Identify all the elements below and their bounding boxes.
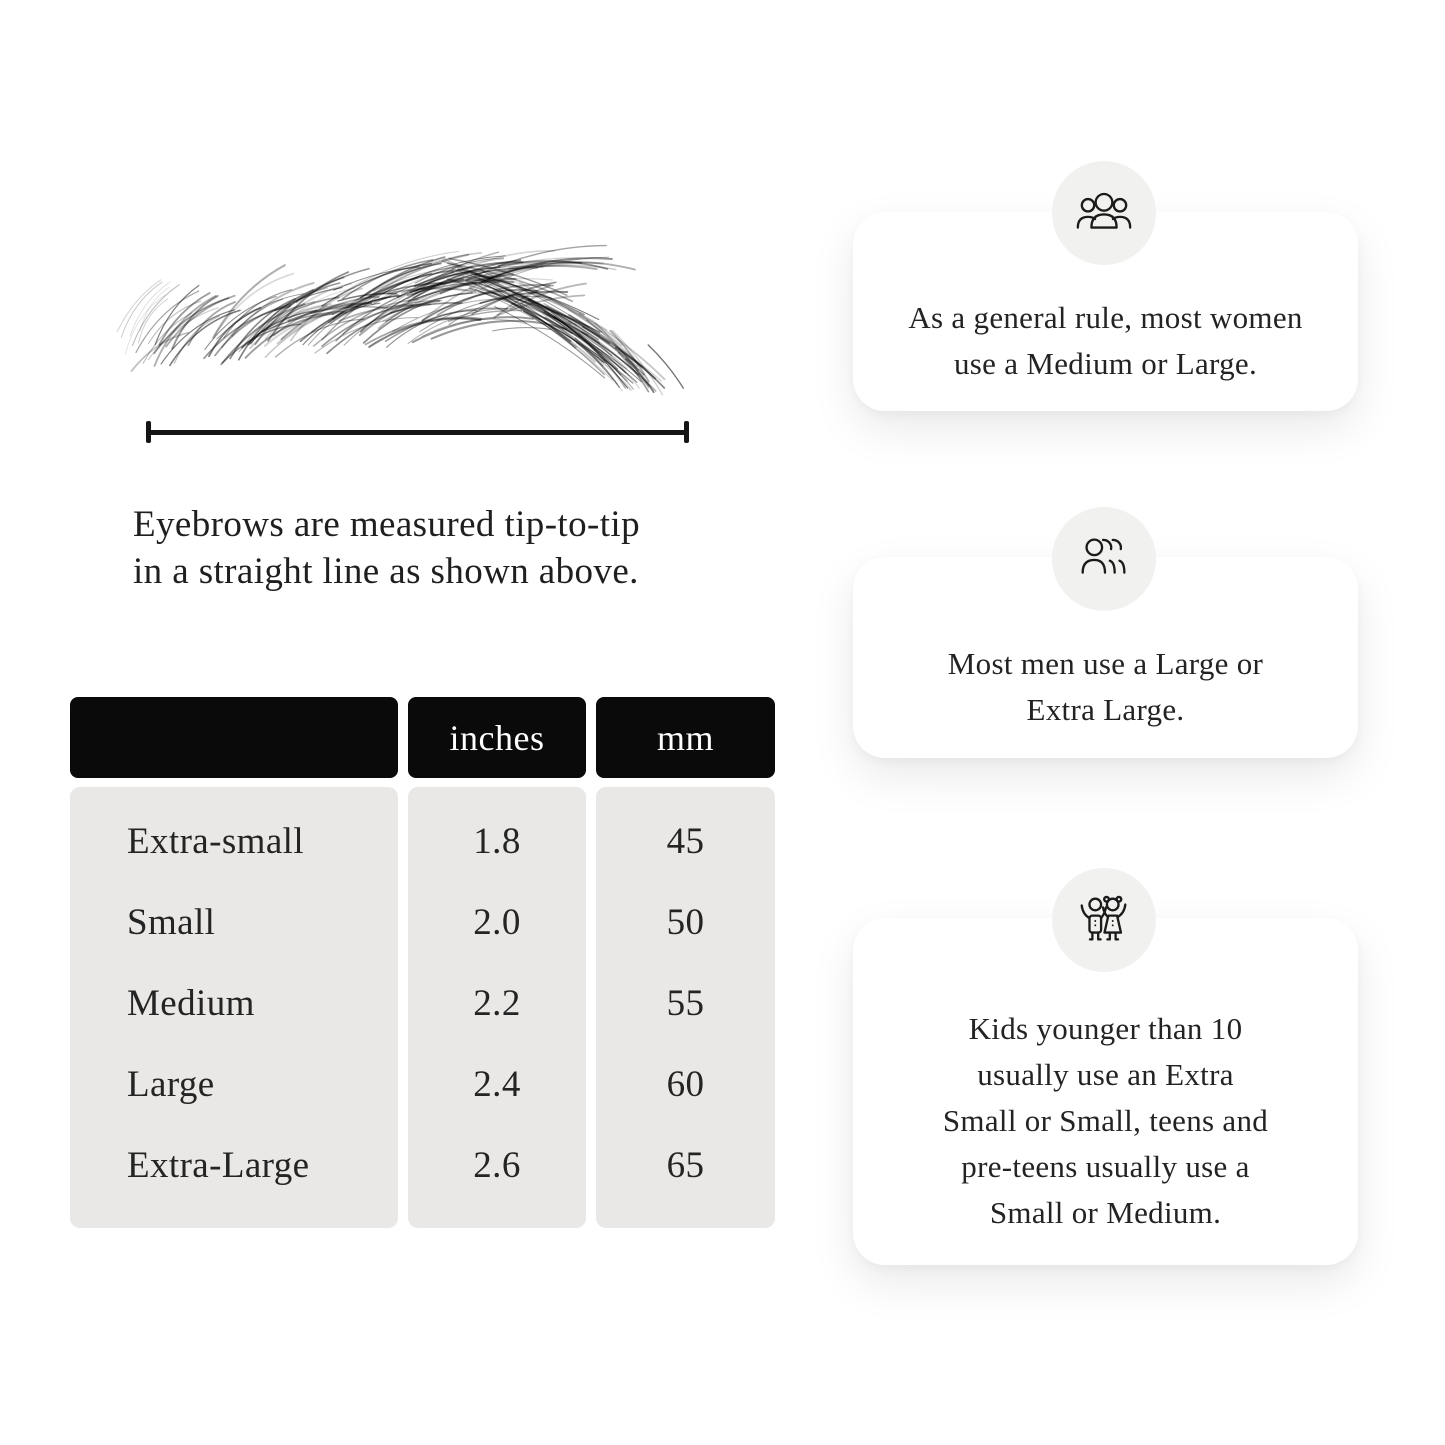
men-group-icon — [1073, 528, 1135, 590]
kids-icon — [1073, 889, 1135, 951]
caption-line: Eyebrows are measured tip-to-tip — [133, 504, 640, 545]
table-column-mm — [596, 787, 775, 1228]
caption-line: in a straight line as shown above. — [133, 551, 639, 592]
table-header-inches: inches — [408, 697, 586, 778]
table-cell: 65 — [666, 1145, 705, 1186]
table-cell: Large — [127, 1064, 215, 1105]
card-text-line: usually use an Extra — [977, 1056, 1234, 1092]
table-cell: 1.8 — [473, 821, 521, 862]
icon-badge-men — [1052, 507, 1156, 611]
table-cell: Extra-Large — [127, 1145, 310, 1186]
women-group-icon — [1073, 182, 1135, 244]
card-text-line: Small or Medium. — [989, 1194, 1222, 1230]
table-cell: Extra-small — [127, 821, 305, 862]
table-cell: 2.2 — [473, 983, 521, 1024]
table-cell: 2.0 — [473, 902, 521, 943]
note-card-women-text — [908, 295, 1302, 387]
card-text-line: As a general rule, most women — [908, 299, 1303, 335]
table-column-size — [70, 787, 398, 1228]
card-text-line: use a Medium or Large. — [953, 345, 1258, 381]
table-cell: 2.4 — [473, 1064, 521, 1105]
table-column-inches — [408, 787, 586, 1228]
table-header-blank — [70, 697, 398, 778]
card-text-line: Extra Large. — [1026, 691, 1185, 727]
table-cell: 2.6 — [473, 1145, 521, 1186]
table-cell: Small — [127, 902, 216, 943]
table-header-mm: mm — [596, 697, 775, 778]
size-table-header-row — [70, 697, 775, 778]
note-card-men-text — [948, 641, 1263, 733]
table-cell: 60 — [666, 1064, 705, 1105]
card-text-line: Kids younger than 10 — [968, 1010, 1243, 1046]
size-table — [70, 697, 775, 1228]
eyebrow-illustration — [115, 238, 695, 398]
icon-badge-kids — [1052, 868, 1156, 972]
card-text-line: pre-teens usually use a — [961, 1148, 1250, 1184]
table-cell: 50 — [666, 902, 705, 943]
size-table-body — [70, 787, 775, 1228]
note-card-kids-text — [943, 1006, 1268, 1236]
table-cell: 55 — [666, 983, 705, 1024]
card-text-line: Most men use a Large or — [947, 645, 1264, 681]
table-cell: Medium — [127, 983, 255, 1024]
icon-badge-women — [1052, 161, 1156, 265]
card-text-line: Small or Small, teens and — [942, 1102, 1269, 1138]
measurement-line — [146, 421, 689, 443]
diagram-caption — [133, 501, 733, 595]
table-cell: 45 — [666, 821, 705, 862]
